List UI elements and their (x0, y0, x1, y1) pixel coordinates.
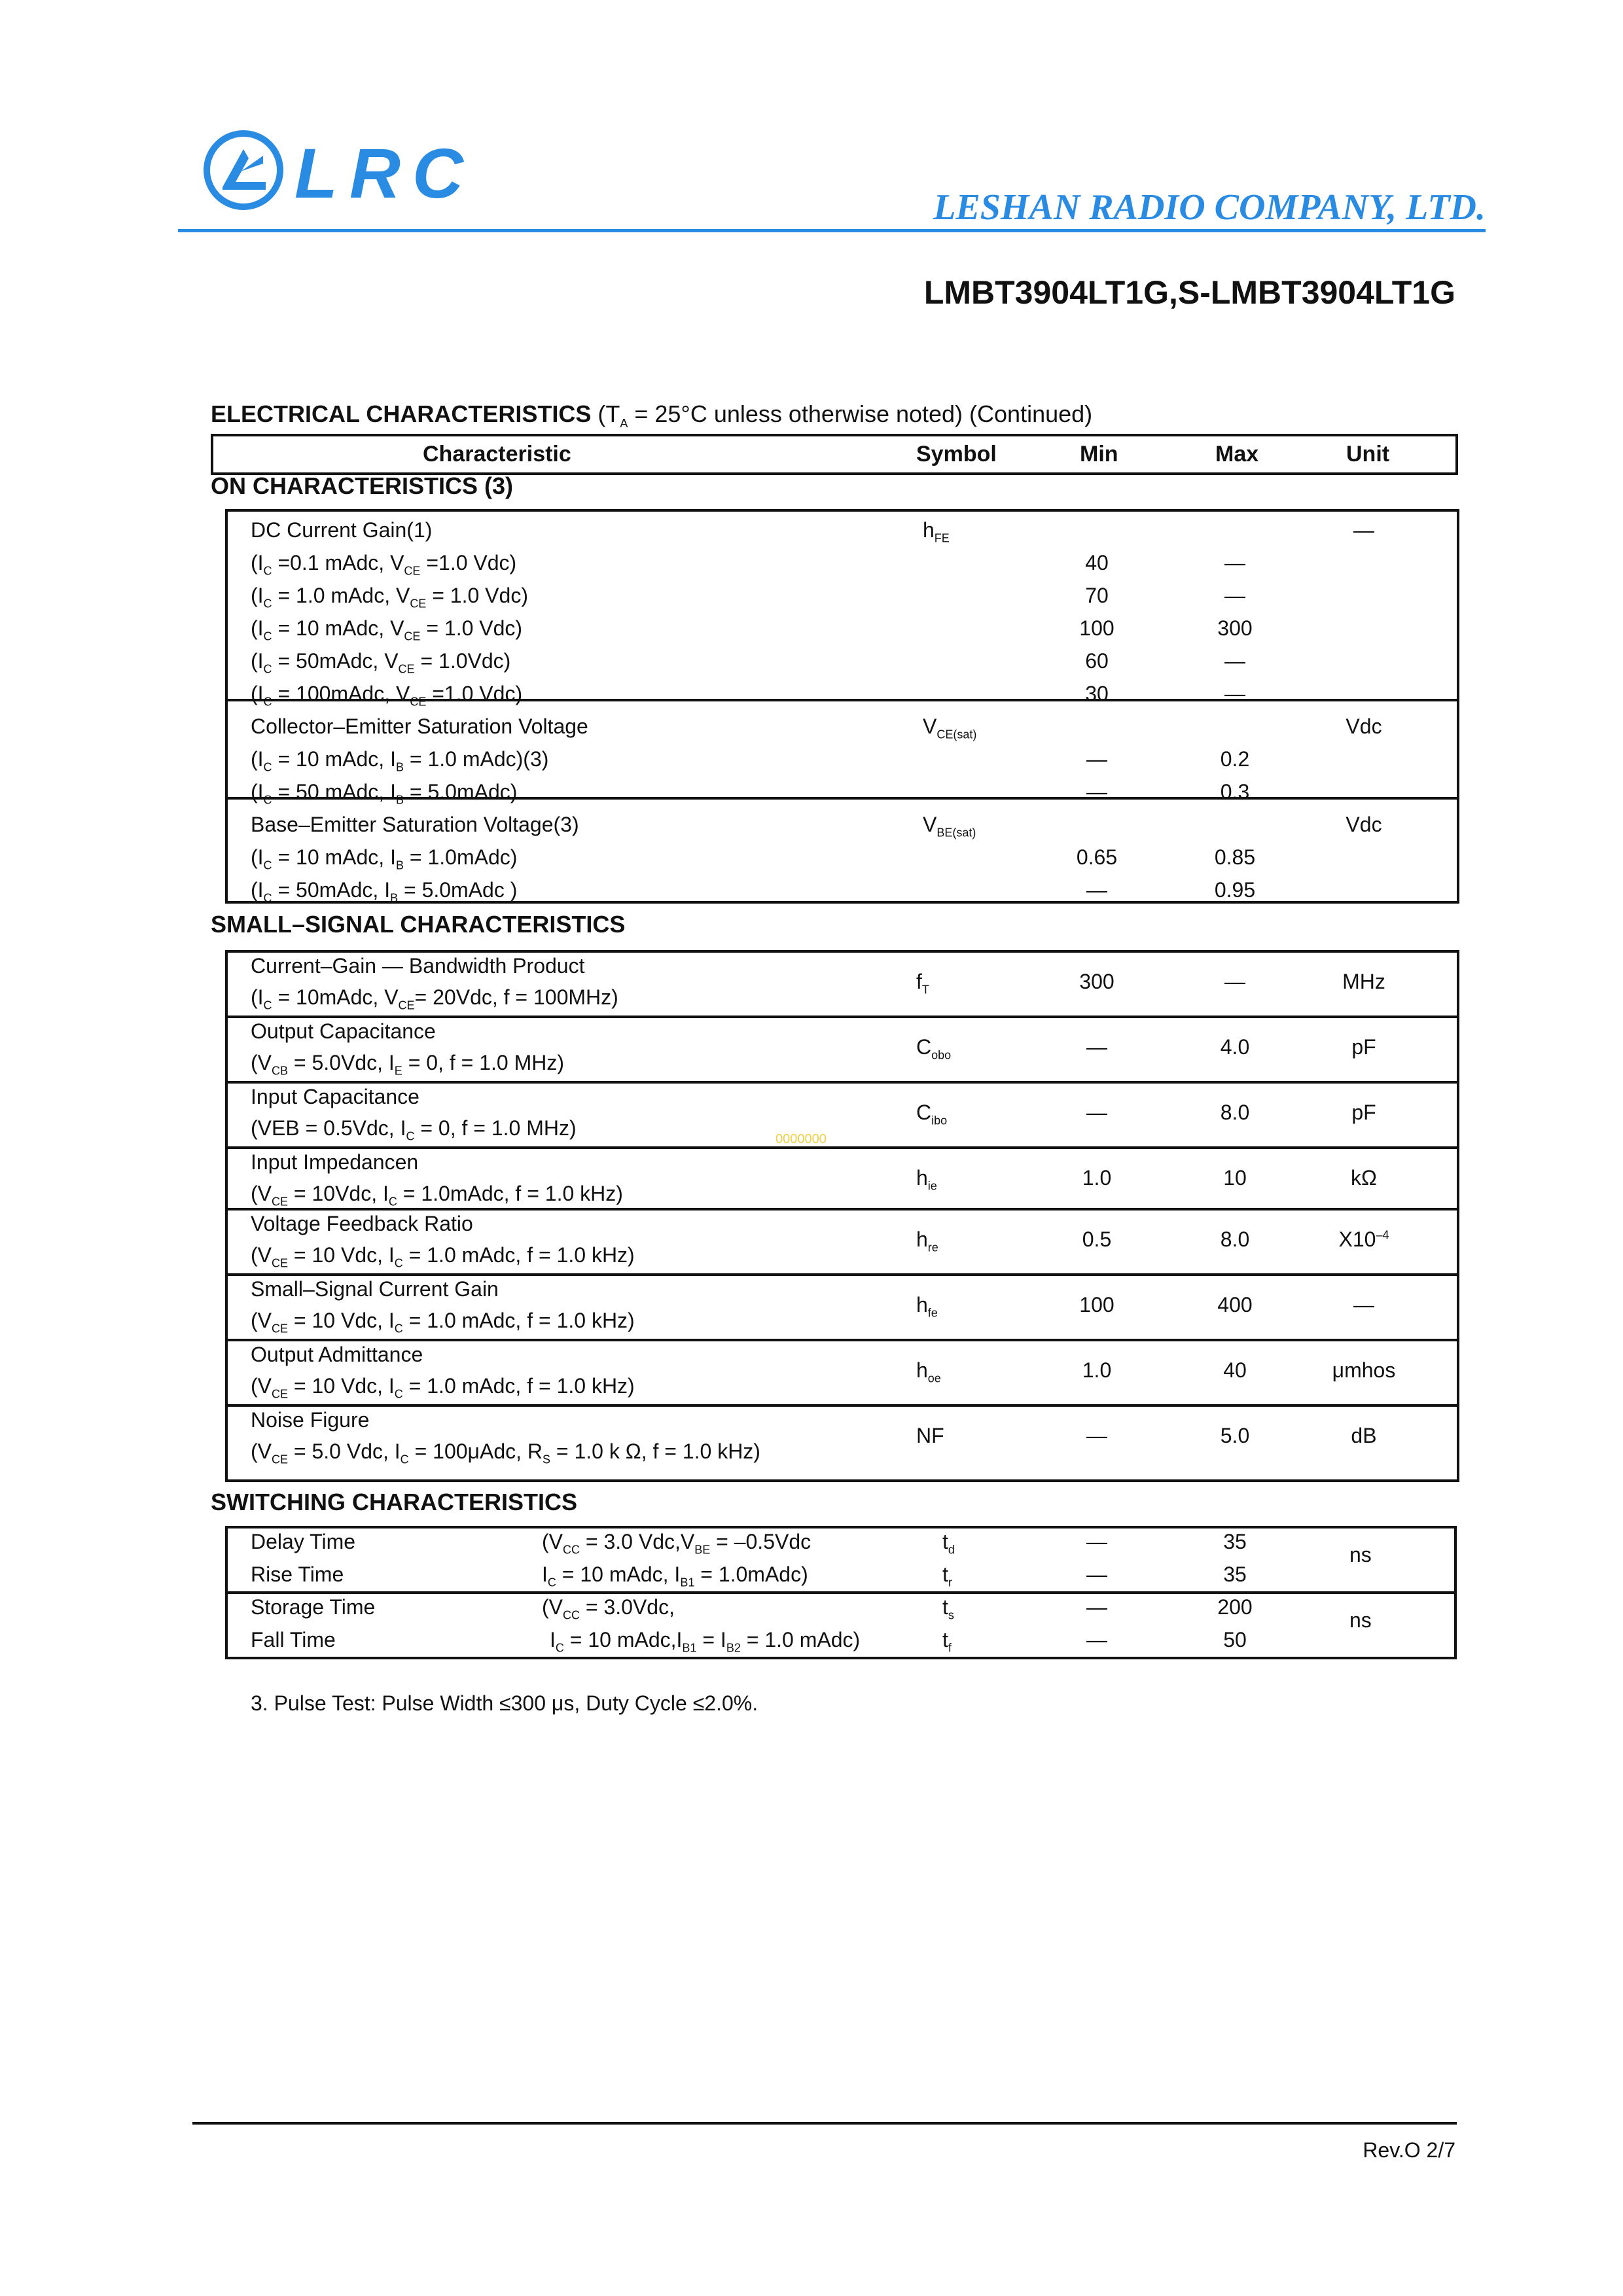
on-row-min: 0.65 (1076, 845, 1118, 869)
switching-row-name: Storage Time (251, 1595, 376, 1619)
on-row-label: ($I_C = 10$ mAdc, $V_{CE} = 1.0$ Vdc) (251, 616, 523, 643)
col-min: Min (1080, 442, 1118, 467)
small-row-symbol: $C_{obo}$ (916, 1035, 952, 1062)
switching-row-min: — (1086, 1595, 1107, 1619)
footer-rule (192, 2122, 1457, 2125)
small-row-symbol: NF (916, 1424, 944, 1447)
small-divider (225, 1339, 1457, 1341)
revision: Rev.O 2/7 (1363, 2138, 1455, 2162)
small-row-min: 300 (1079, 970, 1115, 993)
small-row-max: 40 (1223, 1358, 1247, 1382)
switching-row-symbol: $t_d$ (942, 1530, 955, 1557)
on-row-max: 300 (1217, 616, 1253, 640)
small-row-min: — (1086, 1424, 1107, 1447)
switching-row-min: — (1086, 1563, 1107, 1586)
on-row-min: 60 (1085, 649, 1109, 673)
on-row-max: — (1224, 584, 1245, 607)
small-row-condition: ($V_{CE} = 10$ Vdc, $I_C = 1.0$ mAdc, f = 1.0 kHz) (251, 1309, 635, 1335)
company-name: LESHAN RADIO COMPANY, LTD. (933, 187, 1486, 228)
col-unit: Unit (1346, 442, 1390, 467)
on-row-max: — (1224, 682, 1245, 705)
switching-row-name: Fall Time (251, 1628, 336, 1651)
on-row-label: ($I_C = 50$ mAdc, $I_B$ = 5.0mAdc) (251, 780, 518, 807)
switching-row-name: Rise Time (251, 1563, 344, 1586)
switching-row-condition: $I_C = 10$ $mAdc,I_{B1} = I_{B2} = 1.0$ mAdc) (550, 1628, 861, 1655)
small-row-unit: kΩ (1351, 1166, 1377, 1190)
small-row-min: 1.0 (1082, 1358, 1112, 1382)
switching-divider (225, 1591, 1454, 1594)
small-row-symbol: $h_{fe}$ (916, 1293, 938, 1320)
small-divider (225, 1081, 1457, 1084)
small-row-condition: ($V_{CE} = 10Vdc$, $I_C$ = 1.0mAdc, f = 1.0 kHz) (251, 1182, 623, 1209)
small-divider (225, 1404, 1457, 1407)
small-row-unit: pF (1351, 1035, 1376, 1059)
on-row-label: ($I_C = 1.0$ mAdc, $V_{CE} = 1.0$ Vdc) (251, 584, 528, 610)
col-characteristic: Characteristic (423, 442, 571, 467)
small-row-title: Output Admittance (251, 1343, 423, 1366)
on-row-min: 40 (1085, 551, 1109, 574)
lrc-logo (203, 130, 478, 215)
on-row-max: 0.3 (1220, 780, 1250, 804)
small-row-unit: $X10^{-4}$ (1338, 1227, 1389, 1251)
small-row-title: Input Impedancen (251, 1150, 419, 1174)
on-row-label: ($I_C$ = 50mAdc, $V_{CE} = 1.0Vdc$) (251, 649, 511, 676)
small-row-min: — (1086, 1101, 1107, 1124)
on-row-unit: Vdc (1346, 813, 1382, 836)
part-number: LMBT3904LT1G,S-LMBT3904LT1G (923, 274, 1455, 311)
small-row-min: 0.5 (1082, 1227, 1112, 1251)
small-row-unit: dB (1351, 1424, 1377, 1447)
on-row-label: ($I_C$ = 100mAdc, $V_{CE} =1.0$ Vdc) (251, 682, 523, 709)
small-row-title: Small–Signal Current Gain (251, 1277, 499, 1301)
small-row-max: 8.0 (1220, 1227, 1250, 1251)
switching-row-min: — (1086, 1628, 1107, 1651)
on-row-min: 70 (1085, 584, 1109, 607)
on-row-label: ($I_C =0.1$ mAdc, $V_{CE} =1.0$ Vdc) (251, 551, 517, 578)
small-divider (225, 1146, 1457, 1149)
small-row-title: Output Capacitance (251, 1019, 436, 1043)
small-row-unit: — (1353, 1293, 1374, 1316)
on-row-symbol: $V_{CE(sat)}$ (923, 715, 977, 741)
small-row-unit: MHz (1342, 970, 1385, 993)
on-row-symbol: $h_{FE}$ (923, 518, 950, 545)
switching-row-condition: ($V_{CC} = 3.0$ $Vdc,V_{BE} = -0.5Vdc$ (542, 1530, 812, 1557)
small-row-min: 1.0 (1082, 1166, 1112, 1190)
switching-unit-top: ns (1349, 1543, 1372, 1566)
on-row-max: 0.85 (1214, 845, 1256, 869)
switching-row-name: Delay Time (251, 1530, 356, 1553)
on-row-unit: — (1353, 518, 1374, 542)
on-section-title: ON CHARACTERISTICS (3) (211, 472, 514, 499)
col-symbol: Symbol (916, 442, 997, 467)
on-row-label: DC Current Gain(1) (251, 518, 433, 542)
small-row-condition: (VEB = 0.5Vdc, $I_C = 0$, f = 1.0 MHz) (251, 1116, 577, 1143)
small-row-condition: ($V_{CE} = 10$ Vdc, $I_C = 1.0$ mAdc, f = 1.0 kHz) (251, 1243, 635, 1270)
on-row-unit: Vdc (1346, 715, 1382, 738)
on-row-label: ($I_C$ = 50mAdc, $I_B$ = 5.0mAdc ) (251, 878, 518, 905)
on-row-min: — (1086, 747, 1107, 771)
on-row-min: 100 (1079, 616, 1115, 640)
svg-text:LRC: LRC (294, 133, 475, 213)
on-row-symbol: $V_{BE(sat)}$ (923, 813, 976, 839)
small-row-condition: ($V_{CE} = 5.0$ Vdc, $I_C = 100\mu Adc$, $R_S = 1.0$ k Ω, f = 1.0 kHz) (251, 1439, 760, 1466)
switching-row-max: 35 (1223, 1530, 1247, 1553)
small-row-unit: pF (1351, 1101, 1376, 1124)
small-divider (225, 1273, 1457, 1276)
small-row-title: Input Capacitance (251, 1085, 419, 1108)
switching-row-symbol: $t_f$ (942, 1628, 952, 1655)
small-row-max: 10 (1223, 1166, 1247, 1190)
electrical-title: ELECTRICAL CHARACTERISTICS ($T_A = 25^\circ C$ unless otherwise noted) (Continued) (211, 400, 1093, 431)
small-row-title: Noise Figure (251, 1408, 370, 1432)
small-divider (225, 1208, 1457, 1210)
on-row-label: Base–Emitter Saturation Voltage(3) (251, 813, 579, 836)
switching-section-title: SWITCHING CHARACTERISTICS (211, 1489, 577, 1515)
small-divider (225, 1016, 1457, 1018)
small-row-condition: ($V_{CB} = 5.0Vdc$, $I_E = 0$, f = 1.0 MHz) (251, 1051, 564, 1078)
switching-row-max: 35 (1223, 1563, 1247, 1586)
column-header (211, 434, 1458, 475)
small-row-title: Voltage Feedback Ratio (251, 1212, 473, 1235)
col-max: Max (1215, 442, 1259, 467)
small-row-max: 5.0 (1220, 1424, 1250, 1447)
small-row-symbol: $f_T$ (916, 970, 929, 997)
header-rule (178, 229, 1486, 232)
small-row-max: 4.0 (1220, 1035, 1250, 1059)
small-row-condition: ($V_{CE} = 10$ Vdc, $I_C = 1.0$ mAdc, f = 1.0 kHz) (251, 1374, 635, 1401)
small-row-max: 8.0 (1220, 1101, 1250, 1124)
on-row-label: ($I_C = 10$ mAdc, $I_B = 1.0$ mAdc)(3) (251, 747, 549, 774)
on-row-max: — (1224, 551, 1245, 574)
small-row-condition: ($I_C$ = 10mAdc, $V_{CE}= 20Vdc$, f = 100MHz) (251, 985, 618, 1012)
small-row-title: Current–Gain — Bandwidth Product (251, 954, 585, 978)
on-row-label: ($I_C = 10$ mAdc, $I_B$ = 1.0mAdc) (251, 845, 518, 872)
small-row-min: 100 (1079, 1293, 1115, 1316)
small-row-symbol: $h_{oe}$ (916, 1358, 941, 1385)
small-row-min: — (1086, 1035, 1107, 1059)
small-row-symbol: $h_{re}$ (916, 1227, 938, 1254)
on-row-min: — (1086, 878, 1107, 902)
on-row-max: 0.2 (1220, 747, 1250, 771)
switching-row-condition: $I_C = 10$ mAdc, $I_{B1}$ = 1.0mAdc) (542, 1563, 808, 1589)
small-row-symbol: $h_{ie}$ (916, 1166, 937, 1193)
switching-row-symbol: $t_r$ (942, 1563, 952, 1589)
pulse-test-note: 3. Pulse Test: Pulse Width ≤300 μs, Duty Cycle ≤2.0%. (251, 1691, 758, 1715)
on-row-max: 0.95 (1214, 878, 1256, 902)
on-row-label: Collector–Emitter Saturation Voltage (251, 715, 588, 738)
watermark: 0000000 (776, 1132, 827, 1146)
switching-row-symbol: $t_s$ (942, 1595, 954, 1622)
switching-row-max: 200 (1217, 1595, 1253, 1619)
small-row-max: 400 (1217, 1293, 1253, 1316)
small-row-max: — (1224, 970, 1245, 993)
small-section-title: SMALL–SIGNAL CHARACTERISTICS (211, 911, 626, 938)
on-row-min: — (1086, 780, 1107, 804)
switching-row-min: — (1086, 1530, 1107, 1553)
switching-unit-bottom: ns (1349, 1608, 1372, 1632)
small-row-unit: μmhos (1332, 1358, 1396, 1382)
on-row-max: — (1224, 649, 1245, 673)
switching-row-condition: ($V_{CC} = 3.0Vdc$, (542, 1595, 675, 1622)
small-row-symbol: $C_{ibo}$ (916, 1101, 948, 1127)
switching-row-max: 50 (1223, 1628, 1247, 1651)
on-row-min: 30 (1085, 682, 1109, 705)
